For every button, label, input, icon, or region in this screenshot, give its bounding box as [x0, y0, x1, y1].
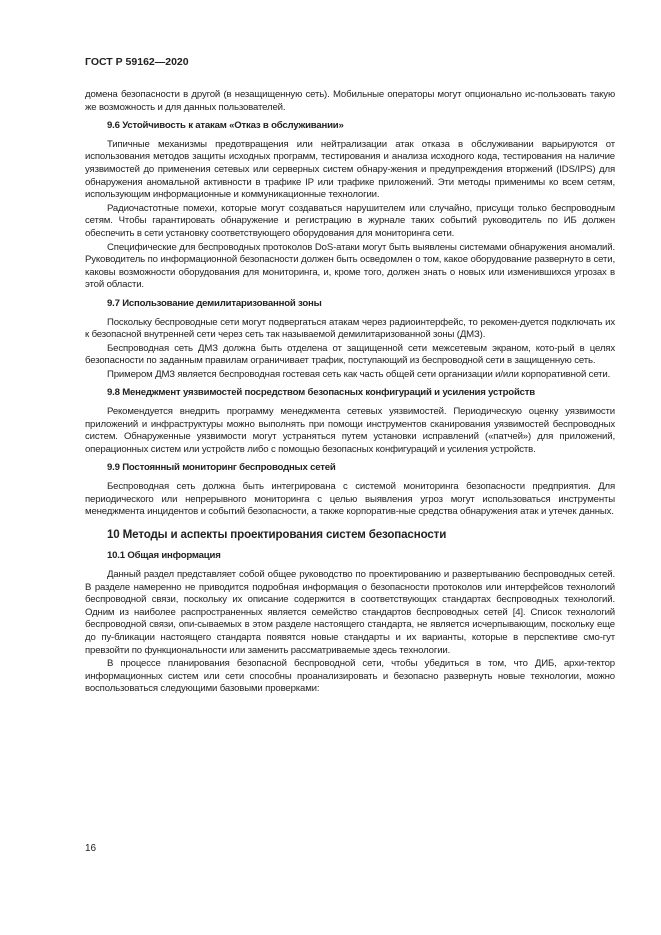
paragraph: Радиочастотные помехи, которые могут создаваться нарушителем или случайно, присущи только беспроводным сетям. Чтобы гарантировать обнаружение и регистрацию в журнале таких событий руководитель по ИБ должен обеспечить в сети установку соответствующего оборудования для мониторинга сети.	[85, 202, 615, 239]
paragraph: Данный раздел представляет собой общее руководство по проектированию и развертыванию беспроводных сетей. В разделе намеренно не приводится подробная информация о безопасности протоколов или интерфейсов технологий беспроводной связи, поскольку их описание содержится в соответствующих стандартах беспроводных технологий. Одним из наиболее распространенных является семейство стандартов беспроводных сетей [4]. Список технологий беспроводной связи, опи-сываемых в этом разделе настоящего стандарта, не является исчерпывающим, поскольку еще до пу-бликации настоящего стандарта появятся новые стандарты и их варианты, которые в перспективе смо-гут превзойти по функциональности или заменить рассматриваемые здесь технологии.	[85, 569, 615, 656]
page-header: ГОСТ Р 59162—2020	[85, 56, 189, 68]
section-heading: 10 Методы и аспекты проектирования систем безопасности	[107, 527, 447, 541]
paragraph: Типичные механизмы предотвращения или нейтрализации атак отказа в обслуживании варьируются от использования методов защиты исходных программ, тестирования и анализа исходного кода, тестирования на наличие уязвимостей до применения сетевых или серверных систем обнару-жения и предупреждения вторжений (IDS/IPS) для обнаружения аномальной активности в трафике IP или трафике приложений. Эти методы применимы ко всем сетям, использующим информационные и коммуникационные технологии.	[85, 138, 615, 201]
paragraph: Специфические для беспроводных протоколов DoS-атаки могут быть выявлены системами обнаружения аномалий. Руководитель по информационной безопасности должен быть осведомлен о том, какое оборудование развернуто в сети, каковы возможности оборудования для мониторинга, и, кроме того, должен знать о новых или изменившихся угрозах в этой области.	[85, 241, 615, 291]
subsection-heading: 10.1 Общая информация	[107, 550, 221, 562]
subsection-heading: 9.7 Использование демилитаризованной зоны	[107, 297, 322, 309]
paragraph: В процессе планирования безопасной беспроводной сети, чтобы убедиться в том, что ДИБ, архи-тектор информационных систем или сети способны проанализировать и безопасно развернуть новые технологии, можно воспользоваться следующими базовыми проверками:	[85, 658, 615, 695]
paragraph: Рекомендуется внедрить программу менеджмента сетевых уязвимостей. Периодическую оценку уязвимости приложений и инфраструктуры можно выполнять при помощи инструментов сканирования уязвимостей беспроводных систем. Обнаруженные уязвимости могут устраняться путем установки исправлений («патчей») для приложений, операционных систем или устройств либо с помощью безопасных конфигураций и усиления устройств.	[85, 406, 615, 455]
page-number: 16	[85, 843, 97, 854]
subsection-heading: 9.8 Менеджмент уязвимостей посредством безопасных конфигураций и усиления устройств	[107, 387, 535, 399]
paragraph: Поскольку беспроводные сети могут подвергаться атакам через радиоинтерфейс, то рекомен-дуется подключать их к безопасной внутренней сети через сеть так называемой демилитаризованной зоны (ДМЗ).	[85, 316, 615, 341]
paragraph: Примером ДМЗ является беспроводная гостевая сеть как часть общей сети организации и/или корпоративной сети.	[107, 368, 611, 380]
page-body	[85, 89, 615, 697]
subsection-heading: 9.6 Устойчивость к атакам «Отказ в обслуживании»	[107, 120, 344, 132]
paragraph: Беспроводная сеть ДМЗ должна быть отделена от защищенной сети межсетевым экраном, кото-рый в целях безопасности по заданным правилам ограничивает трафик, поступающий из беспроводной сети в защищенную сеть.	[85, 342, 615, 367]
paragraph: Беспроводная сеть должна быть интегрирована с системой мониторинга безопасности предприятия. Для периодического или непрерывного мониторинга с целью выявления угроз могут использоваться инструменты менеджмента инцидентов и событий безопасности, а также корпоратив-ные средства обнаружения атак и утечек данных.	[85, 481, 615, 518]
paragraph: домена безопасности в другой (в незащищенную сеть). Мобильные операторы могут опционально ис-пользовать такую же возможность и для данных пользователей.	[85, 89, 615, 113]
subsection-heading: 9.9 Постоянный мониторинг беспроводных сетей	[107, 462, 336, 474]
